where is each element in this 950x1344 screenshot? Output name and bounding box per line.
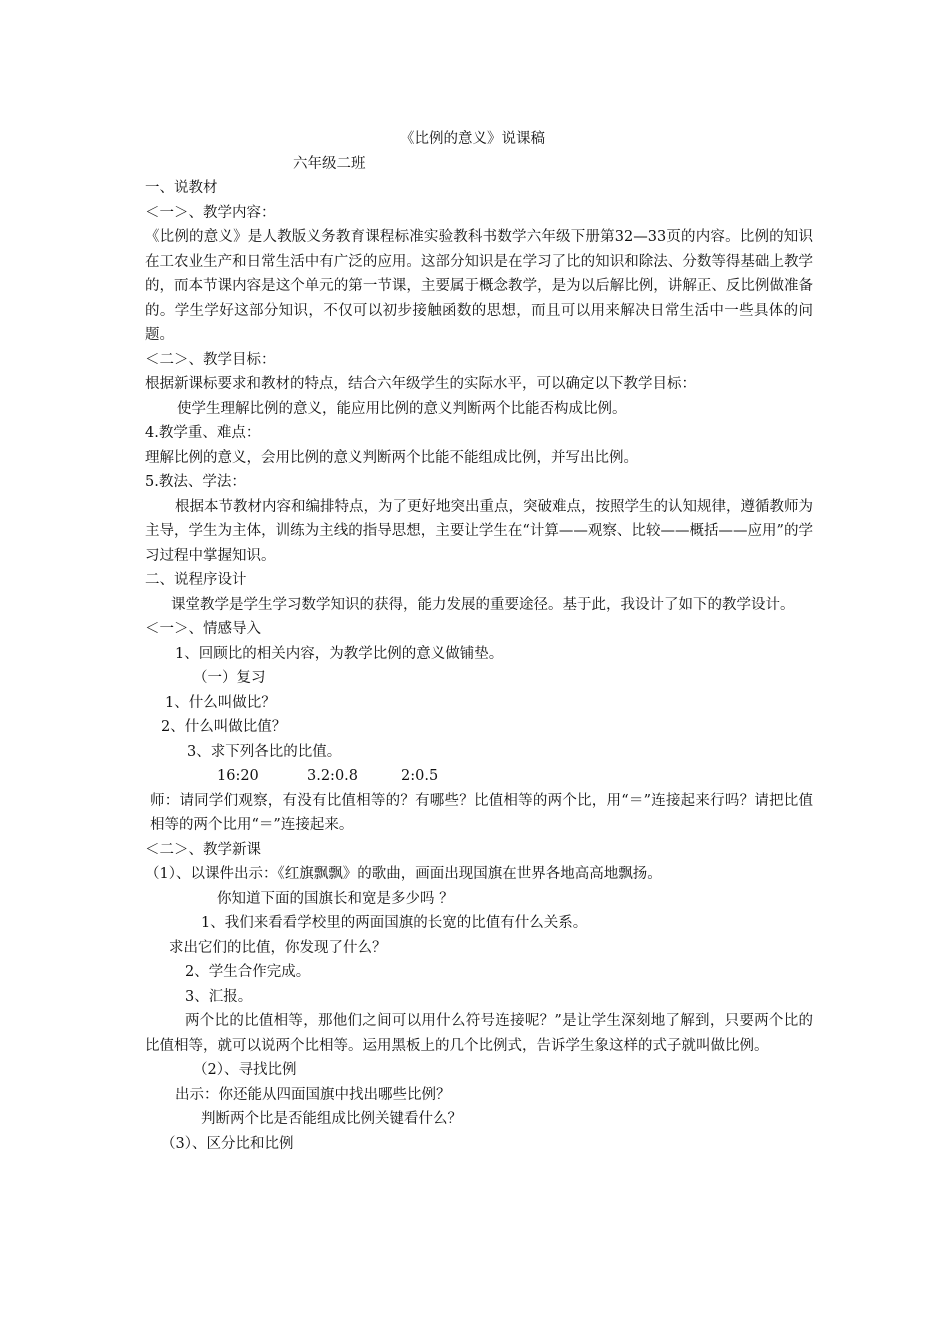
paragraph-find-ratio: 求出它们的比值，你发现了什么？ [169,939,387,956]
question-item-2: 2、什么叫做比值？ [161,719,287,735]
ratio-item: 2:0.5 [401,768,439,784]
document-subtitle: 六年级二班 [293,155,366,172]
question-item-1: 1、什么叫做比？ [165,694,276,711]
paragraph-methods: 根据本节教材内容和编排特点，为了更好地突出重点，突破难点，按照学生的认知规律，遵循教师为主导，学生为主体，训练为主线的指导思想，主要让学生在“计算——观察、比较——概括——应用”的学习过程中掌握知识。 [145,498,813,564]
paragraph-distinguish: （3）、区分比和比例 [161,1135,294,1152]
section-heading-textbook: 一、说教材 [145,180,218,196]
ratio-item: 3.2:0.8 [307,768,359,784]
paragraph-find-proportion: （2）、寻找比例 [193,1062,297,1078]
ratio-list [145,764,813,789]
paragraph-judge-question: 判断两个比是否能组成比例关键看什么？ [201,1111,462,1127]
paragraph-teacher-prompt: 师：请同学们观察，有没有比值相等的？有哪些？比值相等的两个比，用“＝”连接起来行吗？请把比值相等的两个比用“＝”连接起来。 [150,792,813,833]
paragraph-courseware: （1）、以课件出示：《红旗飘飘》的歌曲，画面出现国旗在世界各地高高地飘扬。 [145,866,662,882]
section-heading-program-design: 二、说程序设计 [145,572,247,588]
paragraph-show-question: 出示：你还能从四面国旗中找出哪些比例？ [175,1086,451,1103]
paragraph-review-intro: 1、回顾比的相关内容，为教学比例的意义做铺垫。 [175,645,504,662]
paragraph-program-intro: 课堂教学是学生学习数学知识的获得，能力发展的重要途径。基于此，我设计了如下的教学设计。 [171,596,795,613]
question-item-3: 3、求下列各比的比值。 [187,743,342,760]
document-body [145,127,813,1156]
paragraph-flag-question: 你知道下面的国旗长和宽是多少吗 ？ [217,890,454,907]
subsection-new-lesson: ＜二＞、教学新课 [145,841,261,858]
section-key-points: 4.教学重、难点： [145,425,261,441]
paragraph-step-1: 1、我们来看看学校里的两面国旗的长宽的比值有什么关系。 [201,915,588,931]
subsection-emotional-intro: ＜一＞、情感导入 [145,621,261,637]
paragraph-goal-item: 使学生理解比例的意义，能应用比例的意义判断两个比能否构成比例。 [177,400,627,417]
paragraph-step-2: 2、学生合作完成。 [185,964,311,980]
paragraph-step-3: 3、汇报。 [185,988,253,1005]
section-methods: 5.教法、学法： [145,474,246,490]
paragraph-goals-intro: 根据新课标要求和教材的特点，结合六年级学生的实际水平，可以确定以下教学目标： [145,376,696,392]
paragraph-key-points: 理解比例的意义，会用比例的意义判断两个比能不能组成比例，并写出比例。 [145,449,638,466]
ratio-item: 16:20 [217,768,259,784]
paragraph-content-description: 《比例的意义》是人教版义务教育课程标准实验教科书数学六年级下册第32—33页的内容。比例的知识在工农业生产和日常生活中有广泛的应用。这部分知识是在学习了比的知识和除法、分数等得基础上教学的，而本节课内容是这个单元的第一节课，主要属于概念教学，是为以后解比例，讲解正、反比例做准备的。学生学好这部分知识，不仅可以初步接触函数的思想，而且可以用来解决日常生活中一些具体的问题。 [145,229,813,343]
document-title: 《比例的意义》说课稿 [400,131,545,147]
paragraph-ratio-explanation: 两个比的比值相等，那他们之间可以用什么符号连接呢？”是让学生深刻地了解到，只要两个比的比值相等，就可以说两个比相等。运用黑板上的几个比例式，告诉学生象这样的式子就叫做比例。 [145,1013,813,1054]
subsection-teaching-content: ＜一＞、教学内容： [145,204,276,221]
paragraph-review-label: （一）复习 [193,670,266,686]
subsection-teaching-goals: ＜二＞、教学目标： [145,351,276,368]
